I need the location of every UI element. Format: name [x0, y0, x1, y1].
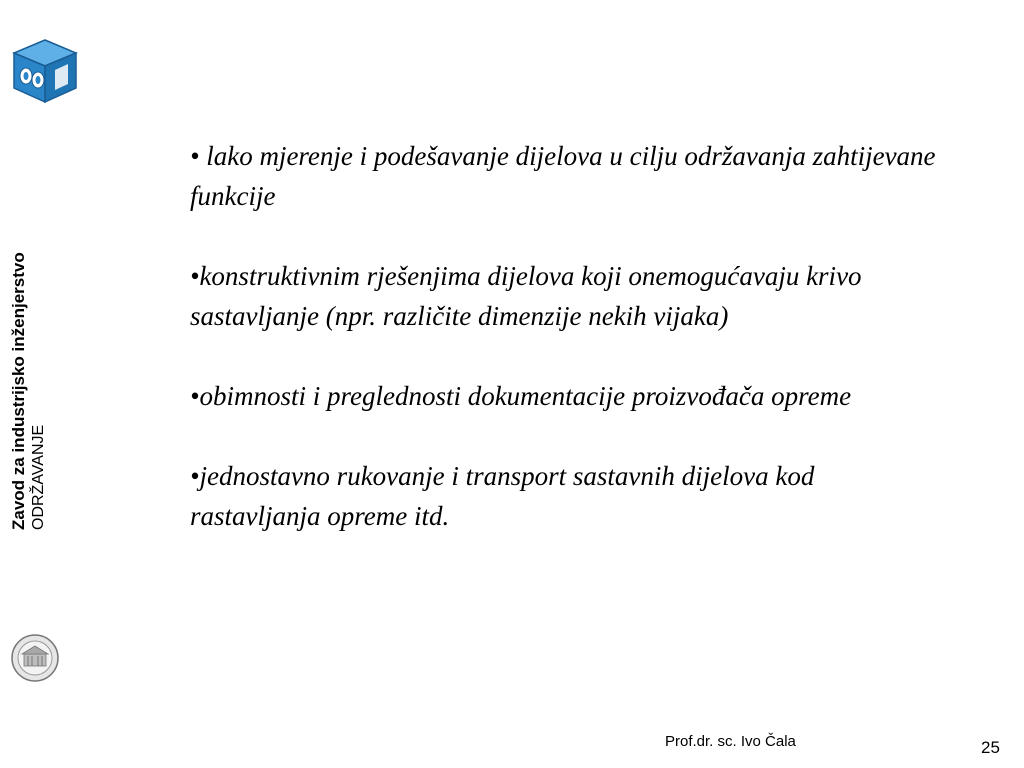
bullet-text: lako mjerenje i podešavanje dijelova u cilju održavanja zahtijevane funkcije: [190, 141, 936, 211]
bullet-marker: •: [190, 381, 200, 411]
bullet-text: obimnosti i preglednosti dokumentacije proizvođača opreme: [199, 381, 852, 411]
page-number: 25: [981, 738, 1000, 757]
bullet-marker: •: [190, 261, 200, 291]
bullet-item: [190, 136, 950, 216]
university-seal-icon: [10, 632, 60, 684]
course-name: ODRŽAVANJE: [30, 424, 47, 530]
bullet-item: [190, 256, 950, 336]
footer-author: Prof.dr. sc. Ivo Čala: [665, 733, 796, 750]
bullet-item: [190, 376, 950, 416]
slide-content: [190, 136, 950, 576]
bullet-item: [190, 456, 950, 536]
institute-name: Zavod za industrijsko inženjerstvo: [9, 252, 28, 530]
bullet-text: konstruktivnim rješenjima dijelova koji onemogućavaju krivo sastavljanje (npr. različite dimenzije nekih vijaka): [190, 261, 862, 331]
bullet-marker: •: [190, 141, 207, 171]
bullet-marker: •: [190, 461, 200, 491]
institute-logo-cube-icon: [10, 36, 80, 106]
bullet-text: jednostavno rukovanje i transport sastavnih dijelova kod rastavljanja opreme itd.: [190, 461, 815, 531]
sidebar-title: [8, 252, 49, 530]
